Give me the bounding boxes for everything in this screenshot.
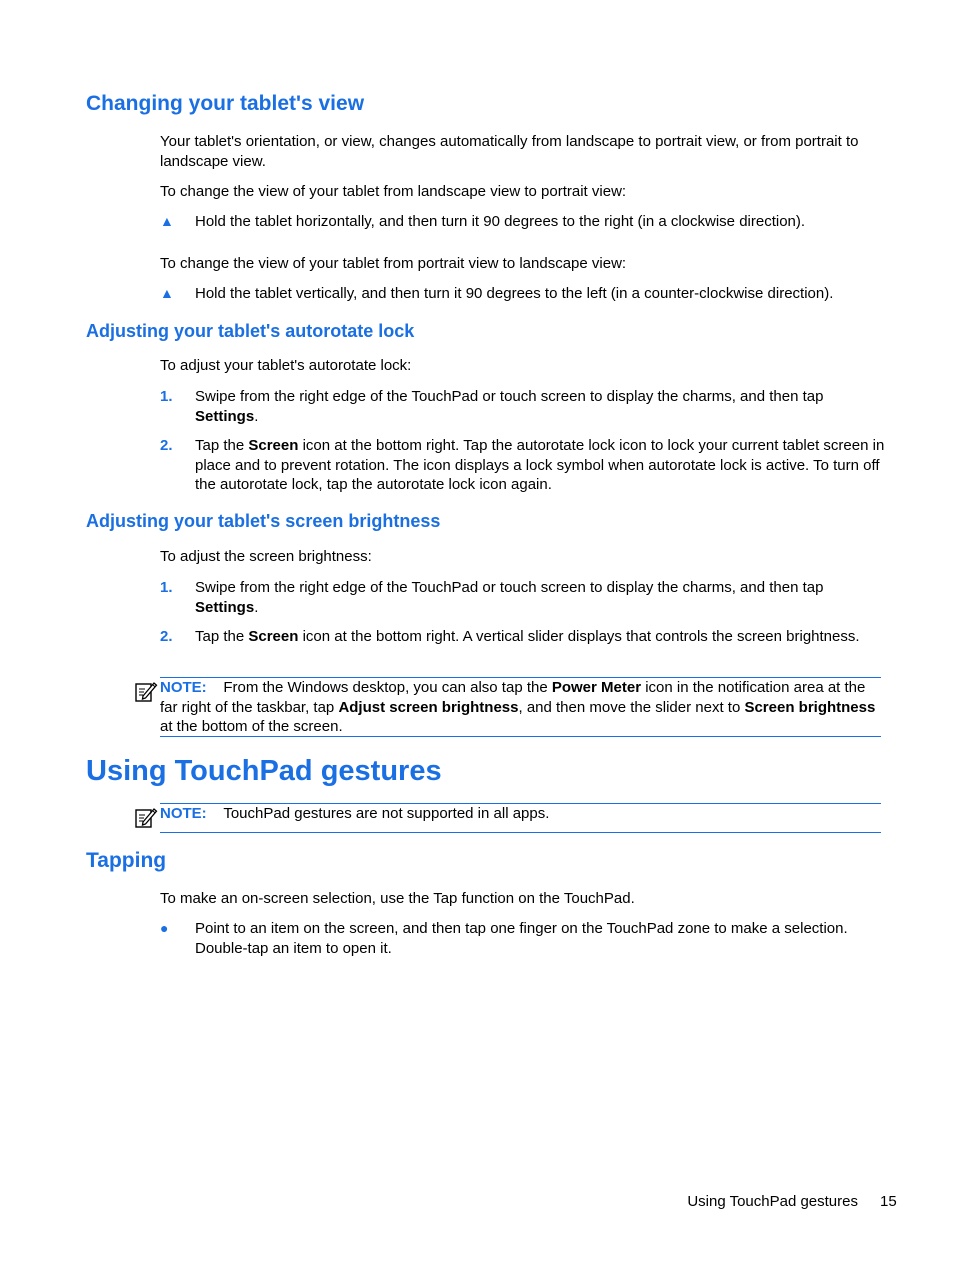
view-step-portrait: Hold the tablet horizontally, and then turn it 90 degrees to the right (in a clockwise direction).: [195, 213, 806, 230]
note-bottom-rule: [160, 832, 881, 833]
view-intro: Your tablet's orientation, or view, changes automatically from landscape to portrait view, or from portrait to landscape view.: [160, 133, 859, 170]
brightness-step-2: Tap the Screen icon at the bottom right. A vertical slider displays that controls the screen brightness.: [195, 628, 860, 645]
step-number: 2.: [160, 628, 173, 645]
note-bottom-rule: [160, 736, 881, 737]
gestures-note: NOTE: TouchPad gestures are not supported in all apps.: [160, 805, 550, 822]
note-label: NOTE:: [160, 679, 207, 696]
note-label: NOTE:: [160, 805, 207, 822]
section-title-brightness: Adjusting your tablet's screen brightness: [86, 511, 441, 531]
tapping-item: Point to an item on the screen, and then tap one finger on the TouchPad zone to make a selection. Double-tap an item to open it.: [195, 920, 848, 957]
brightness-lead: To adjust the screen brightness:: [160, 548, 372, 565]
footer-section: Using TouchPad gestures: [687, 1193, 858, 1210]
step-number: 2.: [160, 437, 173, 454]
dot-bullet-icon: ●: [160, 920, 169, 936]
triangle-bullet-icon: ▲: [160, 285, 174, 301]
section-title-autorotate: Adjusting your tablet's autorotate lock: [86, 321, 415, 341]
view-step-landscape: Hold the tablet vertically, and then turn it 90 degrees to the left (in a counter-clockwise direction).: [195, 285, 834, 302]
brightness-note: NOTE: From the Windows desktop, you can also tap the Power Meter icon in the notification area at the far right of the taskbar, tap Adjust screen brightness, and then move the slider next to Screen brightness at the bottom of the screen.: [160, 679, 876, 735]
note-pencil-icon: [134, 805, 158, 829]
note-pencil-icon: [134, 679, 158, 703]
brightness-step-1: Swipe from the right edge of the TouchPad or touch screen to display the charms, and then tap Settings.: [195, 579, 824, 616]
step-number: 1.: [160, 579, 173, 596]
view-lead-landscape: To change the view of your tablet from portrait view to landscape view:: [160, 255, 627, 272]
autorotate-lead: To adjust your tablet's autorotate lock:: [160, 357, 412, 374]
chapter-title-gestures: Using TouchPad gestures: [86, 755, 442, 787]
tapping-lead: To make an on-screen selection, use the Tap function on the TouchPad.: [160, 890, 635, 907]
view-lead-portrait: To change the view of your tablet from landscape view to portrait view:: [160, 183, 627, 200]
autorotate-step-2: Tap the Screen icon at the bottom right. Tap the autorotate lock icon to lock your current tablet screen in place and to prevent rotation. The icon displays a lock symbol when autorotate lock is active. To turn off the autorotate lock, tap the autorotate lock icon again.: [195, 437, 885, 493]
step-number: 1.: [160, 388, 173, 405]
section-title-tapping: Tapping: [86, 849, 167, 872]
autorotate-step-1: Swipe from the right edge of the TouchPad or touch screen to display the charms, and then tap Settings.: [195, 388, 824, 425]
section-title-view: Changing your tablet's view: [86, 92, 365, 115]
triangle-bullet-icon: ▲: [160, 213, 174, 229]
page-number: 15: [880, 1193, 897, 1210]
